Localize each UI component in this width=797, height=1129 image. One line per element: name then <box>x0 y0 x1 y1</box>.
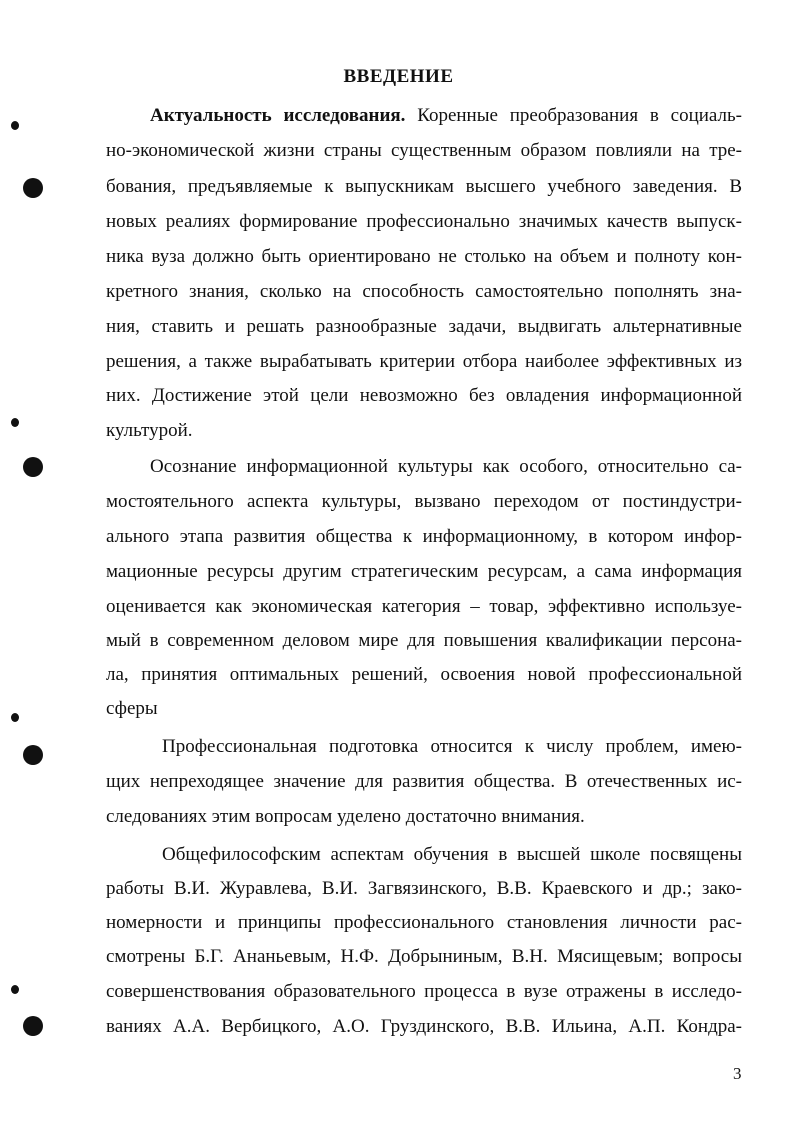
binder-mark <box>11 985 19 994</box>
binder-mark <box>11 713 19 722</box>
paragraph-1-line-4: новых реалиях формирование профессионально значимых качеств выпуск- <box>106 211 742 232</box>
paragraph-2-line-8: сферы <box>106 698 158 719</box>
paragraph-1-line-2: но-экономической жизни страны существенным образом повлияли на тре- <box>106 140 742 161</box>
lead-phrase: Актуальность исследования. <box>150 105 406 126</box>
paragraph-2-line-2: мостоятельного аспекта культуры, вызвано переходом от постиндустри- <box>106 491 742 512</box>
line-text: Коренные преобразования в социаль- <box>417 105 742 126</box>
binder-hole <box>23 178 43 198</box>
paragraph-4-line-1: Общефилософским аспектам обучения в высшей школе посвящены <box>162 844 742 865</box>
section-heading: ВВЕДЕНИЕ <box>343 66 454 87</box>
paragraph-1-line-9: них. Достижение этой цели невозможно без овладения информационной <box>106 385 742 406</box>
paragraph-1-line-10: культурой. <box>106 420 193 441</box>
paragraph-2-line-4: мационные ресурсы другим стратегическим ресурсам, а сама информация <box>106 561 742 582</box>
paragraph-3-line-2: щих непреходящее значение для развития общества. В отечественных ис- <box>106 771 742 792</box>
paragraph-4-line-3: номерности и принципы профессионального становления личности рас- <box>106 912 742 933</box>
paragraph-2-line-1: Осознание информационной культуры как особого, относительно са- <box>150 456 742 477</box>
paragraph-1-line-5: ника вуза должно быть ориентировано не столько на объем и полноту кон- <box>106 246 742 267</box>
binder-hole <box>23 745 43 765</box>
paragraph-2-line-3: ального этапа развития общества к информационному, в котором инфор- <box>106 526 742 547</box>
paragraph-1-line-8: решения, а также вырабатывать критерии отбора наиболее эффективных из <box>106 351 742 372</box>
binder-hole <box>23 457 43 477</box>
paragraph-2-line-5: оценивается как экономическая категория – товар, эффективно используе- <box>106 596 742 617</box>
paragraph-1-line-6: кретного знания, сколько на способность самостоятельно пополнять зна- <box>106 281 742 302</box>
paragraph-1-line-7: ния, ставить и решать разнообразные задачи, выдвигать альтернативные <box>106 316 742 337</box>
paragraph-4-line-2: работы В.И. Журавлева, В.И. Загвязинского, В.В. Краевского и др.; зако- <box>106 878 742 899</box>
paragraph-1-line-1 <box>150 104 742 128</box>
binder-mark <box>11 418 19 427</box>
paragraph-4-line-5: совершенствования образовательного процесса в вузе отражены в исследо- <box>106 981 742 1002</box>
paragraph-3-line-3: следованиях этим вопросам уделено достаточно внимания. <box>106 806 585 827</box>
binder-hole <box>23 1016 43 1036</box>
paragraph-3-line-1: Профессиональная подготовка относится к числу проблем, имею- <box>162 736 742 757</box>
binder-mark <box>11 121 19 130</box>
paragraph-2-line-6: мый в современном деловом мире для повышения квалификации персона- <box>106 630 742 651</box>
paragraph-4-line-6: ваниях А.А. Вербицкого, А.О. Груздинского, В.В. Ильина, А.П. Кондра- <box>106 1016 742 1037</box>
paragraph-4-line-4: смотрены Б.Г. Ананьевым, Н.Ф. Добрыниным, В.Н. Мясищевым; вопросы <box>106 946 742 967</box>
page-number: 3 <box>733 1064 742 1083</box>
paragraph-2-line-7: ла, принятия оптимальных решений, освоения новой профессиональной <box>106 664 742 685</box>
paragraph-1-line-3: бования, предъявляемые к выпускникам высшего учебного заведения. В <box>106 176 742 197</box>
